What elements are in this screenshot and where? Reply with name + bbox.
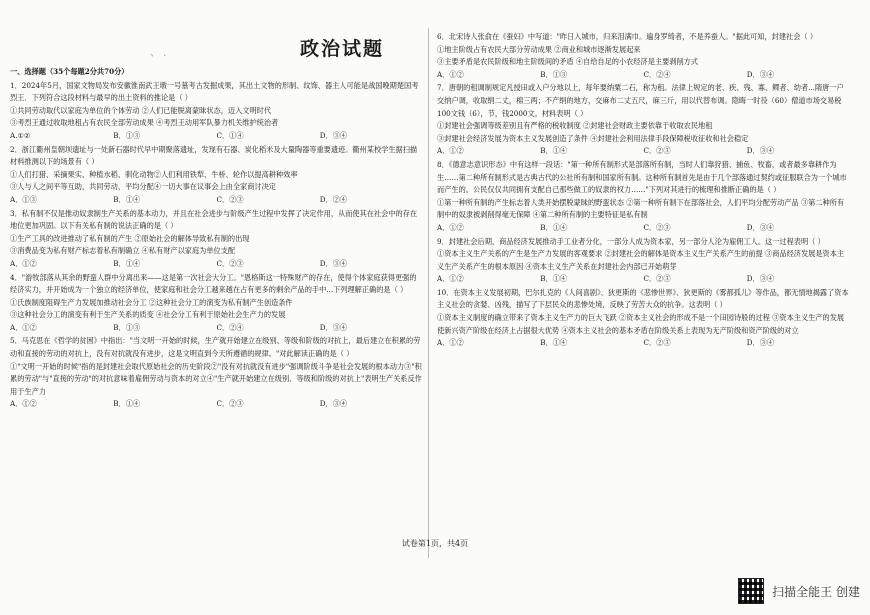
title-decoration: 、 . xyxy=(150,48,167,59)
answer-option[interactable]: C．②③ xyxy=(643,146,671,156)
statement-line: ①生产工具的改进推动了私有制的产生 ②原始社会的解体导致私有制的出现 xyxy=(10,233,250,243)
statement-line: ①第一种所有制的产生标志着人类开始摆脱蒙昧的野蛮状态 ②第一种所有制下在部落社会，人们平均分配劳动产品 ③第二种所有制中的奴隶被剥削得毫无保障 ④第二种所有制的主要特征是私有制 xyxy=(437,197,845,220)
statement-line: ①地主阶级占有农民大部分劳动成果 ②商业和城市逐渐发展起来 xyxy=(437,44,641,54)
statement-line: ①人们打猎、采摘果实、种植水稻、驯化动物②人们利用铁犁、牛桥、轮作以提高耕种效率 xyxy=(10,169,298,179)
answer-option[interactable]: C．②③ xyxy=(643,338,671,348)
right-column xyxy=(437,30,850,350)
question xyxy=(10,335,423,411)
answer-option[interactable]: C．②③ xyxy=(216,399,244,409)
answer-option[interactable]: A．①② xyxy=(10,322,37,332)
answer-option[interactable]: B．①④ xyxy=(540,274,568,284)
answer-option[interactable]: D．③④ xyxy=(746,222,775,232)
answer-option[interactable]: D．②④ xyxy=(319,194,348,204)
answer-option[interactable]: B．①④ xyxy=(540,338,568,348)
statement-line: ①氏族制度阻碍生产力发展加推动社会分工 ②这种社会分工的演变为私有制产生创造条件 xyxy=(10,297,293,307)
answer-option[interactable]: D．③④ xyxy=(319,130,348,140)
answer-option[interactable]: A．①② xyxy=(437,69,464,79)
answer-option[interactable]: C．②③ xyxy=(643,274,671,284)
answer-options xyxy=(437,69,850,82)
answer-option[interactable]: A．①② xyxy=(437,222,464,232)
statement-line: ③考烈王通过收取地租占有农民全部劳动成果 ④考烈王动用军队暴力机关维护统治者 xyxy=(10,118,279,128)
question-stem: 9．封建社会后期，商品经济发展推动手工业者分化，一部分人成为资本家，另一部分人沦为雇佣工人。这一过程表明（ ） xyxy=(437,236,825,246)
answer-option[interactable]: C．②④ xyxy=(643,69,671,79)
answer-options xyxy=(10,194,423,207)
answer-options xyxy=(10,258,423,271)
statement-line: ①"文明一开始的时候"指的是封建社会取代原始社会的历史阶段②"没有对抗就没有进步"强调阶级斗争是社会发展的根本动力③"积累的劳动"与"直接的劳动"的对抗意味着雇佣劳动与资本的对立④"生产就开始建立在级别、等级和阶级的对抗上"表明生产关系反作用于生产力 xyxy=(10,361,422,396)
section-heading: 一、选择题（35个每题2分共70分） xyxy=(10,67,129,76)
question-stem: 1．2024年5月，国家文物局发布安徽淮南武王墩一号墓考古发掘成果，其出土文物的形制、纹饰、器主人可能是战国晚期楚国考烈王．下列符合这段材料与最早的出土资料的推论是（ ） xyxy=(10,80,419,103)
question-stem: 3．私有制不仅是推动奴隶制生产关系的基本动力，并且在社会进步与阶级产生过程中发挥了决定作用，从而使其在社会中的存在地位更加巩固。以下有关私有制的说法正确的是（ ） xyxy=(10,208,418,231)
answer-option[interactable]: C．①④ xyxy=(216,130,244,140)
answer-option[interactable]: B．①③ xyxy=(540,69,568,79)
question xyxy=(10,272,423,335)
answer-options xyxy=(10,130,423,143)
answer-options xyxy=(10,322,423,335)
qr-code-icon xyxy=(738,578,764,604)
right-questions xyxy=(437,31,850,350)
statement-line: ①封建社会强调等级差别且有严格的税收制度 ②封建社会财政主要依靠于收取农民地租 xyxy=(437,121,713,131)
answer-option[interactable]: A．①② xyxy=(437,338,464,348)
question-stem: 10．在资本主义发展初期，巴尔扎克的《人间喜剧》、狄更斯的《悲惨世界》、狄更斯的《雾都孤儿》等作品，都无情地揭露了资本主义社会的贪婪、凶残，描写了下层民众的悲惨处境，反映了劳苦大众的抗争。这表明（ ） xyxy=(437,287,849,310)
answer-option[interactable]: B．①④ xyxy=(540,146,568,156)
statement-line: ③消费品变为私有财产标志着私有制确立 ④私有财产以家庭为单位支配 xyxy=(10,246,236,256)
statement-line: ③人与人之间平等互助，共同劳动，平均分配④一切大事在议事会上由全家商讨决定 xyxy=(10,182,276,192)
question-stem: 7．唐朝的租调制规定凡授田或入户分地以上，每年要纳粟二石，称为租。法律上规定的老、疾、残、寡、鳏者、幼者...隋唐一户交纳户调，收取绢二丈，棉三两；不产绢的地方，交麻布二丈五尺，麻三斤，用以代替布调。隐晦一时役（60）僧道市场交易税100文钱（6），节，钱2000文。材料表明（ ） xyxy=(437,83,844,118)
question xyxy=(437,287,850,350)
question-stem: 6．北宋诗人张俞在《蚕妇》中写道："昨日入城市，归来泪满巾。遍身罗绮者，不是养蚕人。"据此可知，封建社会（ ） xyxy=(437,32,818,41)
answer-option[interactable]: B．①④ xyxy=(113,258,141,268)
answer-option[interactable]: D．③④ xyxy=(746,69,775,79)
statement-line: ③主要矛盾是农民阶级和地主阶级间的矛盾 ④自给自足的小农经济是主要剥削方式 xyxy=(437,57,699,67)
answer-option[interactable]: A.①② xyxy=(10,130,31,140)
page-title: 政治试题 xyxy=(300,38,385,60)
answer-option[interactable]: D．③④ xyxy=(746,338,775,348)
answer-option[interactable]: D．③④ xyxy=(319,258,348,268)
answer-option[interactable]: C．②③ xyxy=(216,258,244,268)
answer-options xyxy=(437,145,850,158)
answer-options xyxy=(437,222,850,235)
question-stem: 4．"游牧部落从其余的野蛮人群中分离出来——这是第一次社会大分工。"恩格斯这一特殊财产的存在，使得个体家庭获得更强的经济实力，并开始成为一个独立的经济单位，使家庭和社会分工越来越在占有更多的剩余产品的手中...下列理解正确的是（ ） xyxy=(10,272,417,295)
question-stem: 5．马克思在《哲学的贫困》中指出："当文明一开始的时候，生产就开始建立在级别、等级和阶级的对抗上，最后建立在积累的劳动和直接的劳动的对抗上，没有对抗就没有进步，这是文明直到今天所遵循的规律。"对此解读正确的是（ ） xyxy=(10,336,421,359)
answer-option[interactable]: D．③④ xyxy=(746,146,775,156)
answer-option[interactable]: B．①④ xyxy=(113,399,141,409)
scanner-watermark xyxy=(738,578,860,604)
statement-line: ①资本主义生产关系的产生是生产力发展的客观要求 ②封建社会的解体是资本主义生产关系产生的前提 ③商品经济发展是资本主义生产关系产生的根本原因 ④资本主义生产关系在封建社会内部已开始萌芽 xyxy=(437,249,845,271)
answer-option[interactable]: C．②③ xyxy=(216,194,244,204)
answer-option[interactable]: C．②④ xyxy=(216,322,244,332)
statement-line: ①共同劳动取代以家庭为单位的个体劳动 ②人们已能脱离蒙昧状态，迈入文明时代 xyxy=(10,105,272,115)
left-column xyxy=(10,30,423,411)
answer-option[interactable]: B．①④ xyxy=(113,194,141,204)
answer-option[interactable]: A．①② xyxy=(10,399,37,409)
question xyxy=(10,80,423,143)
question xyxy=(437,159,850,235)
question-stem: 8．《德意志意识形态》中有这样一段话："第一种所有制形式是部落所有制，当时人们靠狩猎、捕鱼、牧畜，或者最多靠耕作为生……第二种所有制形式是古典古代的公社所有制和国家所有制。这种所有制首先是由于几个部落通过契约或征服联合为一个城市而产生的。公民仅仅共同拥有支配自己那些做工的奴隶的权力……"下列对其进行的梳理和推断正确的是（ ） xyxy=(437,159,847,195)
question xyxy=(437,236,850,286)
scanner-label: 扫描全能王 创建 xyxy=(772,584,860,599)
page-footer: 试卷第1页，共4页 xyxy=(401,539,469,548)
question xyxy=(10,208,423,271)
column-divider xyxy=(428,28,429,558)
question xyxy=(10,144,423,207)
answer-option[interactable]: D．③④ xyxy=(319,399,348,409)
answer-option[interactable]: C．②③ xyxy=(643,222,671,232)
answer-option[interactable]: A．①③ xyxy=(10,194,37,204)
answer-options xyxy=(437,273,850,286)
answer-option[interactable]: A．①② xyxy=(10,258,37,268)
answer-option[interactable]: A．①② xyxy=(437,146,464,156)
answer-option[interactable]: D．③④ xyxy=(319,322,348,332)
statement-line: ③这种社会分工的演变有利于生产关系的质变 ④社会分工有利于原始社会生产力的发展 xyxy=(10,310,286,320)
answer-options xyxy=(10,398,423,411)
statement-line: ③封建社会经济发展为资本主义发展创造了条件 ④封建社会利用法律手段保障税收征收和社会稳定 xyxy=(437,133,749,143)
answer-options xyxy=(437,337,850,350)
answer-option[interactable]: B．①④ xyxy=(540,222,568,232)
answer-option[interactable]: D．③④ xyxy=(746,274,775,284)
left-questions xyxy=(10,80,423,411)
question xyxy=(437,31,850,81)
answer-option[interactable]: A．①② xyxy=(437,274,464,284)
question-stem: 2．浙江衢州皇朝坝遗址与一处新石器时代早中期聚落遗址，发现有石器、炭化稻米及大量陶器等重要遗迹。衢州某校学生据扫描材料推测以下的场景有（ ） xyxy=(10,144,418,167)
answer-option[interactable]: B．①③ xyxy=(113,322,141,332)
question xyxy=(437,82,850,158)
statement-line: ①资本主义制度的确立带来了资本主义生产力的巨大飞跃 ②资本主义社会的形成不是一个田园诗般的过程 ③资本主义生产的发展使新兴资产阶级在经济上占据很大优势 ④资本主义社会的基本矛盾在阶级关系上表现为无产阶级和资产阶级的对立 xyxy=(437,313,845,335)
answer-option[interactable]: B．①③ xyxy=(113,130,141,140)
